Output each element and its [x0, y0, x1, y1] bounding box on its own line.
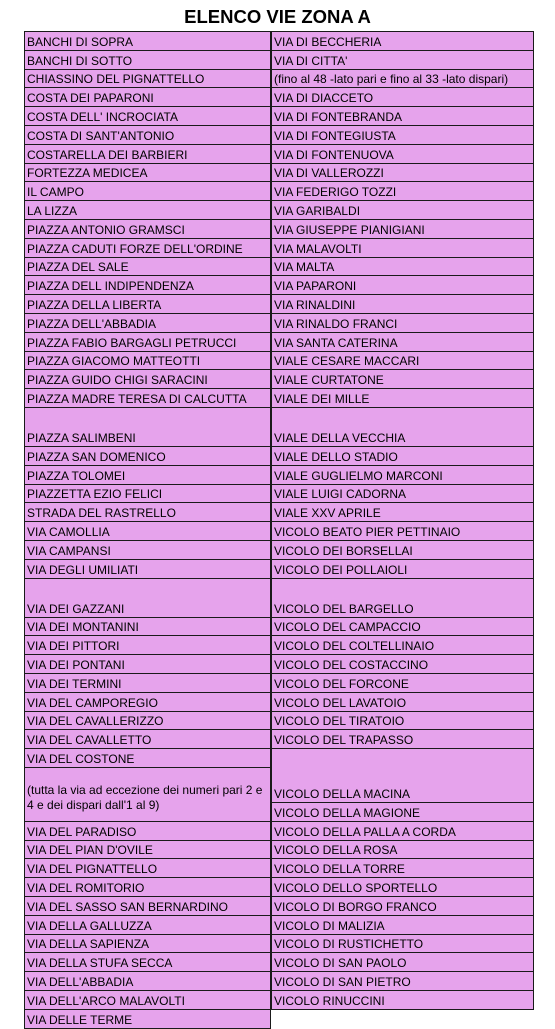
street-cell	[271, 369, 534, 389]
street-cell	[271, 896, 534, 916]
street-cell	[271, 711, 534, 731]
street-cell	[24, 896, 271, 916]
street-name: VIA DELLA SAPIENZA	[27, 937, 150, 952]
street-cell	[24, 181, 271, 201]
street-cell	[24, 313, 271, 333]
street-name: VIA SANTA CATERINA	[274, 335, 398, 350]
street-name: VIA DEI PITTORI	[27, 639, 120, 654]
street-cell	[24, 465, 271, 485]
street-name: VIA DEL CAVALLERIZZO	[27, 714, 164, 729]
street-cell	[271, 484, 534, 504]
street-name: VIA DEL PARADISO	[27, 824, 137, 839]
street-name: PIAZZA GUIDO CHIGI SARACINI	[27, 373, 208, 388]
street-cell	[271, 692, 534, 712]
street-name: VIA DEL CAMPOREGIO	[27, 695, 158, 710]
street-name: VIA DEL COSTONE	[27, 751, 135, 766]
street-name: PIAZZA FABIO BARGAGLI PETRUCCI	[27, 335, 237, 350]
street-cell	[24, 351, 271, 371]
street-name: STRADA DEL RASTRELLO	[27, 506, 176, 521]
street-cell	[271, 840, 534, 860]
street-name: VIA FEDERIGO TOZZI	[274, 185, 397, 200]
street-cell	[271, 69, 534, 89]
street-cell	[271, 446, 534, 466]
street-name: VIA MALTA	[274, 260, 335, 275]
street-cell	[271, 351, 534, 371]
street-cell	[271, 617, 534, 637]
street-cell	[271, 163, 534, 183]
street-name: (fino al 48 -lato pari e fino al 33 -lato dispari)	[274, 72, 509, 87]
street-cell	[271, 821, 534, 841]
street-cell	[24, 934, 271, 954]
street-name: IL CAMPO	[27, 185, 84, 200]
street-cell	[271, 181, 534, 201]
street-name: VIA CAMOLLIA	[27, 524, 110, 539]
street-name: VIALE GUGLIELMO MARCONI	[274, 468, 443, 483]
street-cell	[271, 502, 534, 522]
street-name: VICOLO DELLA MACINA	[274, 787, 411, 802]
street-cell	[24, 200, 271, 220]
street-name: VICOLO DELLO SPORTELLO	[274, 881, 438, 896]
street-cell	[24, 559, 271, 579]
street-cell	[24, 692, 271, 712]
street-name: VIA DEL PIAN D'OVILE	[27, 843, 153, 858]
street-cell	[24, 711, 271, 731]
street-name: VIA DELL'ARCO MALAVOLTI	[27, 993, 185, 1008]
street-cell	[271, 802, 534, 822]
street-cell	[271, 313, 534, 333]
street-name: VIA DELLA STUFA SECCA	[27, 956, 173, 971]
street-cell	[271, 238, 534, 258]
street-name: VICOLO DEI BORSELLAI	[274, 543, 413, 558]
street-name: VIA DEI MONTANINI	[27, 620, 139, 635]
street-name: COSTA DI SANT'ANTONIO	[27, 128, 175, 143]
right-street-column	[271, 32, 534, 1010]
street-name: VIA DEI TERMINI	[27, 676, 122, 691]
street-cell	[24, 257, 271, 277]
street-name: BANCHI DI SOPRA	[27, 34, 134, 49]
street-name: PIAZZA SALIMBENI	[27, 430, 136, 445]
street-name: VICOLO RINUCCINI	[274, 993, 385, 1008]
street-cell	[271, 654, 534, 674]
street-name: VIA DEL SASSO SAN BERNARDINO	[27, 899, 228, 914]
street-cell	[271, 144, 534, 164]
street-cell	[24, 332, 271, 352]
street-cell	[24, 294, 271, 314]
street-name: VIA GIUSEPPE PIANIGIANI	[274, 222, 425, 237]
street-name: COSTARELLA DEI BARBIERI	[27, 147, 188, 162]
street-cell	[24, 915, 271, 935]
street-cell	[271, 673, 534, 693]
street-cell	[24, 858, 271, 878]
street-name: VICOLO DEL BARGELLO	[274, 601, 414, 616]
street-cell	[271, 540, 534, 560]
street-cell	[24, 69, 271, 89]
street-name: VIA DI DIACCETO	[274, 91, 374, 106]
street-cell	[24, 407, 271, 447]
street-cell	[24, 106, 271, 126]
street-name: VIA DI FONTENUOVA	[274, 147, 394, 162]
street-cell	[271, 200, 534, 220]
street-cell	[271, 106, 534, 126]
street-cell	[271, 858, 534, 878]
street-cell	[271, 219, 534, 239]
street-cell	[271, 465, 534, 485]
street-name: VIA DI CITTA'	[274, 53, 348, 68]
street-name: VICOLO DELLA PALLA A CORDA	[274, 824, 456, 839]
street-cell	[271, 559, 534, 579]
street-name: PIAZZA SAN DOMENICO	[27, 449, 166, 464]
street-cell	[24, 840, 271, 860]
street-name: VIALE DELLA VECCHIA	[274, 430, 406, 445]
street-name: CHIASSINO DEL PIGNATTELLO	[27, 72, 205, 87]
street-cell	[271, 50, 534, 70]
street-cell	[24, 821, 271, 841]
street-cell	[24, 446, 271, 466]
street-cell	[24, 877, 271, 897]
street-name: VIA DELL'ABBADIA	[27, 975, 134, 990]
street-name: LA LIZZA	[27, 203, 78, 218]
street-name: VIA DI FONTEBRANDA	[274, 109, 403, 124]
street-name: VICOLO BEATO PIER PETTINAIO	[274, 524, 461, 539]
street-name: VIALE CESARE MACCARI	[274, 354, 420, 369]
street-cell	[24, 617, 271, 637]
street-cell	[24, 502, 271, 522]
street-cell	[271, 87, 534, 107]
street-cell	[24, 31, 271, 51]
street-cell	[24, 125, 271, 145]
street-name: VICOLO DELLA MAGIONE	[274, 805, 421, 820]
street-name: VIA DEI GAZZANI	[27, 601, 125, 616]
street-name: VIA PAPARONI	[274, 279, 357, 294]
street-name: VICOLO DI SAN PIETRO	[274, 975, 411, 990]
page-title: ELENCO VIE ZONA A	[184, 6, 371, 27]
street-name: PIAZZA TOLOMEI	[27, 468, 126, 483]
street-cell	[24, 540, 271, 560]
street-cell	[24, 484, 271, 504]
street-name: FORTEZZA MEDICEA	[27, 166, 148, 181]
street-name: VICOLO DI RUSTICHETTO	[274, 937, 424, 952]
street-name: VICOLO DI MALIZIA	[274, 918, 385, 933]
street-cell	[24, 654, 271, 674]
street-cell	[271, 748, 534, 803]
street-name: VIA DI FONTEGIUSTA	[274, 128, 396, 143]
street-name: VICOLO DI SAN PAOLO	[274, 956, 407, 971]
street-name: PIAZZA GIACOMO MATTEOTTI	[27, 354, 201, 369]
street-name: VIALE DELLO STADIO	[274, 449, 398, 464]
street-name: VICOLO DELLA TORRE	[274, 862, 405, 877]
street-name: VIALE LUIGI CADORNA	[274, 487, 407, 502]
street-cell	[271, 407, 534, 447]
street-name: VIA DEL ROMITORIO	[27, 881, 145, 896]
street-name: VIA GARIBALDI	[274, 203, 361, 218]
street-name: VICOLO DEL TRAPASSO	[274, 733, 414, 748]
street-name: VIA RINALDO FRANCI	[274, 316, 398, 331]
street-cell	[24, 144, 271, 164]
street-cell	[24, 635, 271, 655]
street-name: BANCHI DI SOTTO	[27, 53, 133, 68]
left-street-column	[24, 32, 271, 1029]
street-cell	[271, 952, 534, 972]
street-name: VIALE CURTATONE	[274, 373, 384, 388]
street-name: VICOLO DEI POLLAIOLI	[274, 562, 408, 577]
street-cell	[24, 971, 271, 991]
street-name: PIAZZA DELL INDIPENDENZA	[27, 279, 194, 294]
street-cell	[271, 294, 534, 314]
street-name: VIA DELLE TERME	[27, 1012, 133, 1027]
street-cell	[271, 521, 534, 541]
street-cell	[24, 952, 271, 972]
street-name: VIALE XXV APRILE	[274, 506, 381, 521]
street-name: VICOLO DI BORGO FRANCO	[274, 899, 437, 914]
street-cell	[24, 87, 271, 107]
street-name: VIA CAMPANSI	[27, 543, 111, 558]
street-name: VICOLO DEL COLTELLINAIO	[274, 639, 435, 654]
street-name: VIA MALAVOLTI	[274, 241, 362, 256]
street-cell	[24, 163, 271, 183]
street-name: VICOLO DEL COSTACCINO	[274, 657, 429, 672]
street-cell	[271, 635, 534, 655]
street-cell	[271, 915, 534, 935]
street-cell	[24, 767, 271, 822]
street-cell	[271, 125, 534, 145]
street-name: PIAZZETTA EZIO FELICI	[27, 487, 163, 502]
street-cell	[24, 50, 271, 70]
street-name: COSTA DELL' INCROCIATA	[27, 109, 178, 124]
street-name: VICOLO DEL TIRATOIO	[274, 714, 405, 729]
street-name: VIA RINALDINI	[274, 297, 356, 312]
street-cell	[24, 521, 271, 541]
street-cell	[24, 275, 271, 295]
street-cell	[24, 673, 271, 693]
street-name: VICOLO DEL LAVATOIO	[274, 695, 407, 710]
street-cell	[271, 275, 534, 295]
street-name: VIA DEGLI UMILIATI	[27, 562, 139, 577]
street-cell	[271, 388, 534, 408]
street-name: COSTA DEI PAPARONI	[27, 91, 154, 106]
street-name: VICOLO DEL CAMPACCIO	[274, 620, 421, 635]
street-cell	[271, 971, 534, 991]
street-cell	[24, 1009, 271, 1029]
street-cell	[271, 934, 534, 954]
street-name: (tutta la via ad eccezione dei numeri pari 2 e 4 e dei dispari dall'1 al 9)	[27, 782, 263, 813]
street-cell	[24, 748, 271, 768]
street-cell	[271, 990, 534, 1010]
street-cell	[271, 877, 534, 897]
street-name: PIAZZA DELLA LIBERTA	[27, 297, 162, 312]
street-cell	[271, 257, 534, 277]
street-cell	[271, 578, 534, 618]
street-cell	[271, 31, 534, 51]
street-cell	[24, 990, 271, 1010]
street-name: VIA DEI PONTANI	[27, 657, 125, 672]
street-cell	[271, 332, 534, 352]
street-name: VIA DI VALLEROZZI	[274, 166, 384, 181]
street-name: VIA DELLA GALLUZZA	[27, 918, 152, 933]
street-name: PIAZZA CADUTI FORZE DELL'ORDINE	[27, 241, 243, 256]
street-name: PIAZZA DELL'ABBADIA	[27, 316, 157, 331]
street-name: PIAZZA DEL SALE	[27, 260, 129, 275]
street-name: VIALE DEI MILLE	[274, 391, 370, 406]
street-name: VICOLO DEL FORCONE	[274, 676, 409, 691]
street-name: VIA DEL PIGNATTELLO	[27, 862, 158, 877]
street-name: VICOLO DELLA ROSA	[274, 843, 398, 858]
street-name: VIA DEL CAVALLETTO	[27, 733, 152, 748]
street-cell	[24, 578, 271, 618]
street-cell	[24, 729, 271, 749]
street-name: PIAZZA MADRE TERESA DI CALCUTTA	[27, 391, 247, 406]
street-name: VIA DI BECCHERIA	[274, 34, 382, 49]
street-cell	[24, 388, 271, 408]
street-cell	[24, 369, 271, 389]
street-cell	[271, 729, 534, 749]
street-name: PIAZZA ANTONIO GRAMSCI	[27, 222, 185, 237]
street-cell	[24, 238, 271, 258]
street-cell	[24, 219, 271, 239]
